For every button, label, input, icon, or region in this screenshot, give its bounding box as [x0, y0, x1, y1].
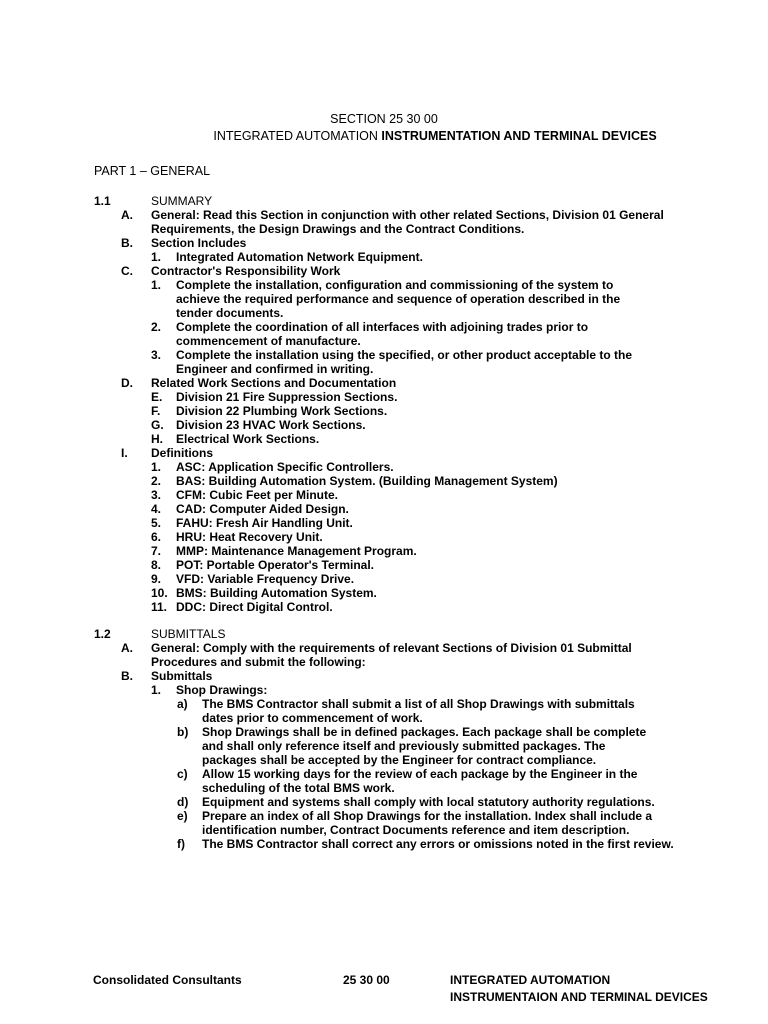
summary-item-a-text-1: General: Read this Section in conjunction with other related Sections, Division 01 General	[151, 208, 664, 222]
summary-item-c3-text-1: Complete the installation using the specified, or other product acceptable to the	[176, 348, 633, 362]
related-section-item-text: Electrical Work Sections.	[176, 432, 320, 446]
footer-title	[450, 972, 708, 1006]
shop-drawing-item-e-label: e)	[177, 809, 188, 823]
definition-item	[0, 474, 768, 488]
summary-item-c3-label: 3.	[151, 348, 162, 362]
shop-drawing-item-b-text-3: packages shall be accepted by the Engineer for contract compliance.	[202, 753, 597, 767]
definition-item-label: 6.	[151, 530, 162, 544]
summary-item-c2-cont	[0, 334, 768, 348]
definition-item-label: 5.	[151, 516, 162, 530]
definition-item-label: 4.	[151, 502, 162, 516]
summary-item-c3	[0, 348, 768, 362]
summary-item-c1-cont	[0, 292, 768, 306]
related-section-item-label: G.	[151, 418, 164, 432]
submittals-item-b1-label: 1.	[151, 683, 162, 697]
summary-item-c2	[0, 320, 768, 334]
shop-drawing-item-b-cont2	[0, 753, 768, 767]
related-section-item-text: Division 21 Fire Suppression Sections.	[176, 390, 398, 404]
summary-item-d	[0, 376, 768, 390]
related-section-item-label: F.	[151, 404, 161, 418]
summary-item-a	[0, 208, 768, 222]
submittals-item-b1	[0, 683, 768, 697]
summary-heading-row	[0, 194, 768, 208]
shop-drawing-item-c-label: c)	[177, 767, 188, 781]
shop-drawing-item-a-text-2: dates prior to commencement of work.	[202, 711, 423, 725]
shop-drawing-item-a-label: a)	[177, 697, 188, 711]
shop-drawing-item-d	[0, 795, 768, 809]
section-title	[0, 129, 768, 143]
summary-item-c3-cont	[0, 362, 768, 376]
summary-item-b1	[0, 250, 768, 264]
definition-item-label: 8.	[151, 558, 162, 572]
submittals-heading-row	[0, 627, 768, 641]
definition-item-text: ASC: Application Specific Controllers.	[176, 460, 394, 474]
submittals-item-a-text-2: Procedures and submit the following:	[151, 655, 366, 669]
summary-item-d-label: D.	[121, 376, 133, 390]
shop-drawing-item-a-cont	[0, 711, 768, 725]
definition-item-text: CAD: Computer Aided Design.	[176, 502, 349, 516]
summary-item-c2-text-2: commencement of manufacture.	[176, 334, 361, 348]
shop-drawing-item-d-text: Equipment and systems shall comply with local statutory authority regulations.	[202, 795, 655, 809]
definition-item	[0, 544, 768, 558]
definition-item-text: BAS: Building Automation System. (Building Management System)	[176, 474, 558, 488]
definition-item-text: DDC: Direct Digital Control.	[176, 600, 333, 614]
shop-drawing-item-a	[0, 697, 768, 711]
related-section-item-label: E.	[151, 390, 163, 404]
summary-item-b	[0, 236, 768, 250]
summary-item-c-text: Contractor's Responsibility Work	[151, 264, 341, 278]
shop-drawing-item-c-cont	[0, 781, 768, 795]
definition-item-text: MMP: Maintenance Management Program.	[176, 544, 417, 558]
part-heading: PART 1 – GENERAL	[94, 164, 211, 178]
definition-item	[0, 488, 768, 502]
submittals-item-b-text: Submittals	[151, 669, 213, 683]
submittals-item-b1-text: Shop Drawings:	[176, 683, 268, 697]
related-section-item-label: H.	[151, 432, 163, 446]
shop-drawing-item-b-cont	[0, 739, 768, 753]
summary-item-a-label: A.	[121, 208, 133, 222]
shop-drawing-item-b	[0, 725, 768, 739]
definition-item-label: 3.	[151, 488, 162, 502]
definition-item-label: 9.	[151, 572, 162, 586]
definition-item	[0, 530, 768, 544]
shop-drawing-item-f-label: f)	[177, 837, 185, 851]
submittals-item-a	[0, 641, 768, 655]
definition-item	[0, 586, 768, 600]
related-section-item-text: Division 23 HVAC Work Sections.	[176, 418, 366, 432]
summary-item-b1-text: Integrated Automation Network Equipment.	[176, 250, 423, 264]
shop-drawing-item-f	[0, 837, 768, 851]
summary-item-c3-text-2: Engineer and confirmed in writing.	[176, 362, 374, 376]
submittals-item-a-text-1: General: Comply with the requirements of relevant Sections of Division 01 Submittal	[151, 641, 632, 655]
footer-title-line-1: INTEGRATED AUTOMATION	[450, 973, 611, 987]
shop-drawing-item-b-text-1: Shop Drawings shall be in defined packages. Each package shall be complete	[202, 725, 647, 739]
related-section-item-text: Division 22 Plumbing Work Sections.	[176, 404, 388, 418]
summary-item-i-label: I.	[121, 446, 128, 460]
shop-drawing-item-a-text-1: The BMS Contractor shall submit a list of all Shop Drawings with submittals	[202, 697, 635, 711]
definition-item	[0, 572, 768, 586]
shop-drawing-item-e-text-2: identification number, Contract Documents reference and item description.	[202, 823, 630, 837]
definition-item-text: FAHU: Fresh Air Handling Unit.	[176, 516, 353, 530]
definition-item-text: BMS: Building Automation System.	[176, 586, 377, 600]
definition-item	[0, 460, 768, 474]
summary-item-c1-label: 1.	[151, 278, 162, 292]
shop-drawing-item-b-label: b)	[177, 725, 189, 739]
definition-item-label: 10.	[151, 586, 168, 600]
summary-item-c-label: C.	[121, 264, 133, 278]
section-number: SECTION 25 30 00	[330, 112, 438, 126]
summary-item-i	[0, 446, 768, 460]
summary-item-b-text: Section Includes	[151, 236, 247, 250]
definition-item-text: CFM: Cubic Feet per Minute.	[176, 488, 338, 502]
related-section-item	[0, 390, 768, 404]
definition-item	[0, 600, 768, 614]
shop-drawing-item-b-text-2: and shall only reference itself and previously submitted packages. The	[202, 739, 606, 753]
summary-item-c1	[0, 278, 768, 292]
summary-item-c2-label: 2.	[151, 320, 162, 334]
summary-item-c	[0, 264, 768, 278]
summary-item-b1-label: 1.	[151, 250, 162, 264]
submittals-title: SUBMITTALS	[151, 627, 226, 641]
definition-item-text: VFD: Variable Frequency Drive.	[176, 572, 355, 586]
definition-item-label: 11.	[151, 600, 168, 614]
footer-company: Consolidated Consultants	[93, 973, 242, 987]
submittals-number: 1.2	[94, 627, 111, 641]
shop-drawing-item-c	[0, 767, 768, 781]
shop-drawing-item-d-label: d)	[177, 795, 189, 809]
submittals-item-b	[0, 669, 768, 683]
summary-item-c2-text-1: Complete the coordination of all interfaces with adjoining trades prior to	[176, 320, 589, 334]
definition-item	[0, 502, 768, 516]
summary-number: 1.1	[94, 194, 111, 208]
shop-drawing-item-c-text-2: scheduling of the total BMS work.	[202, 781, 395, 795]
summary-item-a-text-2: Requirements, the Design Drawings and the Contract Conditions.	[151, 222, 525, 236]
submittals-item-a-cont	[0, 655, 768, 669]
summary-item-c1-text-1: Complete the installation, configuration and commissioning of the system to	[176, 278, 614, 292]
related-section-item	[0, 404, 768, 418]
shop-drawing-item-e	[0, 809, 768, 823]
definition-item-label: 7.	[151, 544, 162, 558]
related-section-item	[0, 418, 768, 432]
definition-item	[0, 516, 768, 530]
section-title-bold: INSTRUMENTATION AND TERMINAL DEVICES	[381, 129, 657, 143]
section-title-prefix: INTEGRATED AUTOMATION	[213, 129, 382, 143]
related-section-item	[0, 432, 768, 446]
summary-item-c1-text-3: tender documents.	[176, 306, 284, 320]
definition-item-text: POT: Portable Operator's Terminal.	[176, 558, 375, 572]
summary-item-c1-text-2: achieve the required performance and sequence of operation described in the	[176, 292, 621, 306]
submittals-item-b-label: B.	[121, 669, 133, 683]
summary-item-b-label: B.	[121, 236, 133, 250]
summary-item-c1-cont2	[0, 306, 768, 320]
definition-item-label: 2.	[151, 474, 162, 488]
summary-item-a-cont	[0, 222, 768, 236]
shop-drawing-item-f-text: The BMS Contractor shall correct any errors or omissions noted in the first review.	[202, 837, 674, 851]
summary-item-d-text: Related Work Sections and Documentation	[151, 376, 397, 390]
shop-drawing-item-e-text-1: Prepare an index of all Shop Drawings for the installation. Index shall include a	[202, 809, 653, 823]
shop-drawing-item-c-text-1: Allow 15 working days for the review of each package by the Engineer in the	[202, 767, 638, 781]
definition-item-text: HRU: Heat Recovery Unit.	[176, 530, 323, 544]
definition-item	[0, 558, 768, 572]
summary-item-i-text: Definitions	[151, 446, 213, 460]
footer-title-line-2: INSTRUMENTAION AND TERMINAL DEVICES	[450, 990, 708, 1004]
definition-item-label: 1.	[151, 460, 162, 474]
shop-drawing-item-e-cont	[0, 823, 768, 837]
footer-section-number: 25 30 00	[343, 973, 390, 987]
summary-title: SUMMARY	[151, 194, 213, 208]
submittals-item-a-label: A.	[121, 641, 133, 655]
